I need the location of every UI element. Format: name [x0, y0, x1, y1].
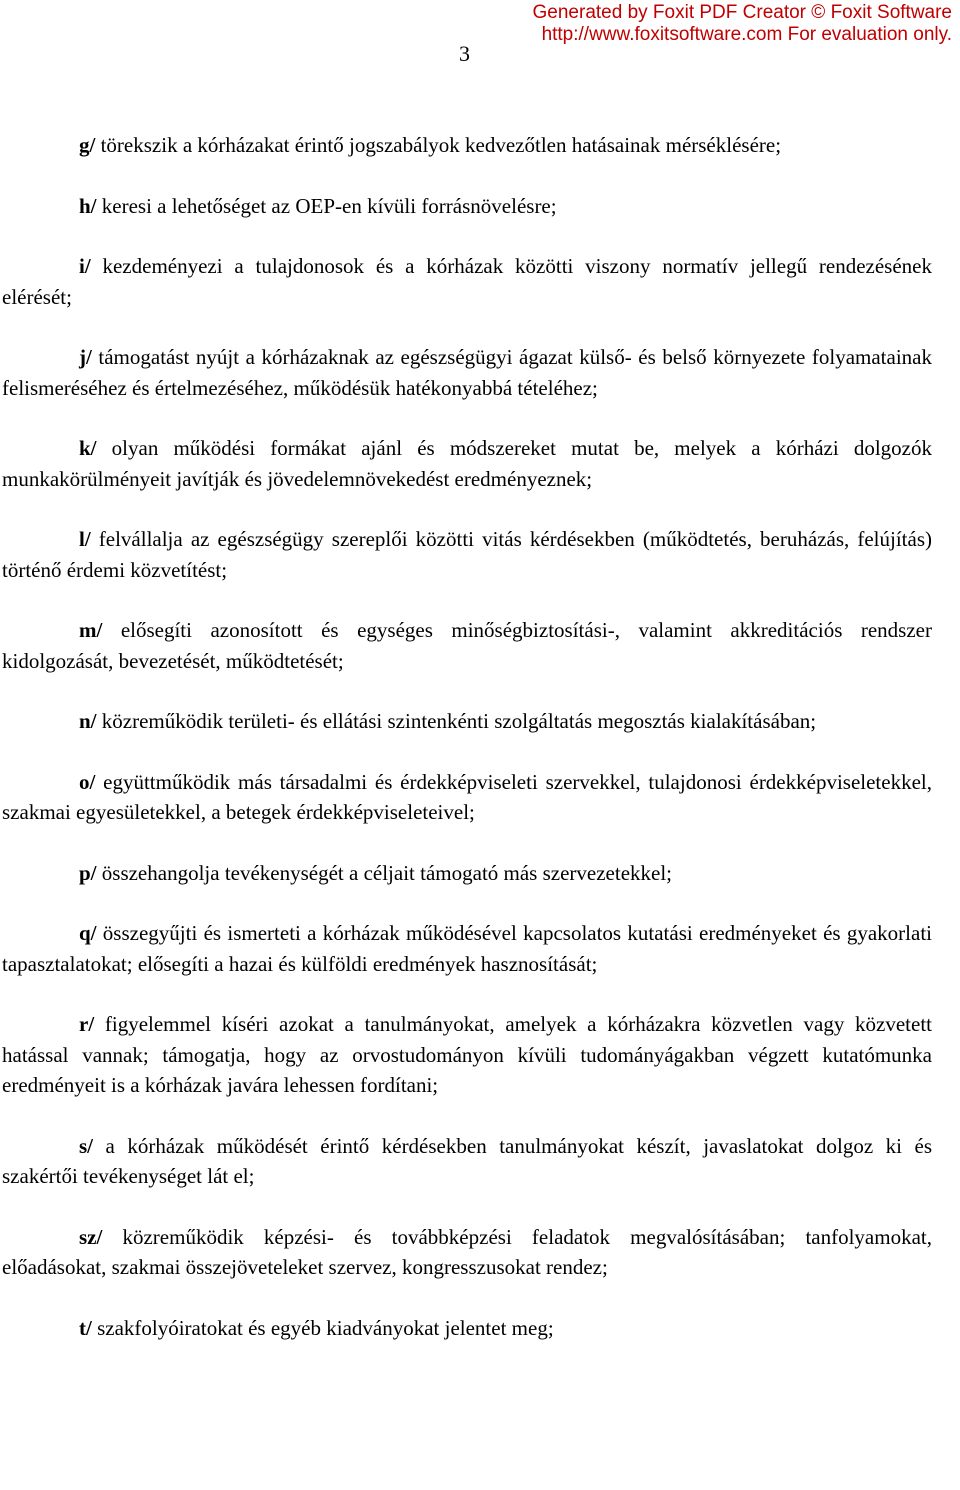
document-body — [2, 130, 932, 1373]
item-label: sz/ — [79, 1224, 103, 1249]
item-label: n/ — [79, 709, 97, 733]
list-item — [2, 342, 932, 403]
item-text: közreműködik képzési- és továbbképzési feladatok megvalósításában; tanfolyamokat, előadásokat, szakmai összejöveteleket szervez, kongresszusokat rendez; — [2, 1224, 932, 1279]
list-item — [2, 706, 932, 737]
item-label: o/ — [79, 769, 96, 794]
item-text: a kórházak működését érintő kérdésekben tanulmányokat készít, javaslatokat dolgoz ki és szakértői tevékenységet lát el; — [2, 1133, 932, 1188]
list-item — [2, 767, 932, 828]
list-item — [2, 524, 932, 585]
item-text: közreműködik területi- és ellátási szintenkénti szolgáltatás megosztás kialakításában; — [96, 709, 817, 733]
item-text: kezdeményezi a tulajdonosok és a kórházak közötti viszony normatív jellegű rendezésének elérését; — [2, 254, 932, 309]
item-text: együttműködik más társadalmi és érdekképviseleti szervekkel, tulajdonosi érdekképviseletekkel, szakmai egyesületekkel, a betegek érdekképviseleteivel; — [2, 769, 932, 824]
item-label: h/ — [79, 193, 97, 218]
list-item — [2, 1009, 932, 1101]
item-label: j/ — [79, 345, 92, 369]
list-item — [2, 433, 932, 494]
list-item — [2, 918, 932, 979]
item-text: összehangolja tevékenységét a céljait támogató más szervezetekkel; — [96, 860, 673, 885]
list-item — [2, 858, 932, 889]
item-text: felvállalja az egészségügy szereplői közötti vitás kérdésekben (működtetés, beruházás, felújítás) történő érdemi közvetítést; — [2, 527, 932, 582]
item-text: szakfolyóiratokat és egyéb kiadványokat jelentet meg; — [91, 1315, 554, 1340]
item-label: k/ — [79, 436, 97, 460]
evaluation-watermark — [533, 2, 952, 46]
page-number: 3 — [459, 41, 470, 66]
item-label: t/ — [79, 1315, 92, 1340]
item-label: q/ — [79, 921, 97, 945]
item-label: p/ — [79, 860, 97, 885]
item-label: l/ — [79, 527, 91, 551]
list-item — [2, 251, 932, 312]
item-label: i/ — [79, 254, 91, 278]
item-text: figyelemmel kíséri azokat a tanulmányokat, amelyek a kórházakra közvetlen vagy közvetett hatással vannak; támogatja, hogy az orvostudományon kívüli tudományágakban végzett kutatómunka eredményeit is a kórházak javára lehessen fordítani; — [2, 1012, 932, 1097]
item-text: keresi a lehetőséget az OEP-en kívüli forrásnövelésre; — [96, 193, 557, 218]
item-text: olyan működési formákat ajánl és módszereket mutat be, melyek a kórházi dolgozók munkakörülményeit javítják és jövedelemnövekedést eredményeznek; — [2, 436, 932, 491]
list-item — [2, 1313, 932, 1344]
item-label: r/ — [79, 1012, 95, 1036]
list-item — [2, 191, 932, 222]
item-text: támogatást nyújt a kórházaknak az egészségügyi ágazat külső- és belső környezete folyamatainak felismeréséhez és értelmezéséhez, működésük hatékonyabbá tételéhez; — [2, 345, 932, 400]
watermark-line-2: http://www.foxitsoftware.com For evaluation only. — [541, 24, 952, 45]
item-label: m/ — [79, 618, 103, 642]
item-text: törekszik a kórházakat érintő jogszabályok kedvezőtlen hatásainak mérséklésére; — [95, 133, 782, 157]
watermark-line-1: Generated by Foxit PDF Creator © Foxit Software — [532, 2, 952, 23]
item-text: összegyűjti és ismerteti a kórházak működésével kapcsolatos kutatási eredményeket és gyakorlati tapasztalatokat; elősegíti a hazai és külföldi eredmények hasznosítását; — [2, 921, 932, 976]
list-item — [2, 615, 932, 676]
list-item — [2, 1222, 932, 1283]
item-label: s/ — [79, 1133, 94, 1158]
list-item — [2, 130, 932, 161]
list-item — [2, 1131, 932, 1192]
item-text: elősegíti azonosított és egységes minőségbiztosítási-, valamint akkreditációs rendszer kidolgozását, bevezetését, működtetését; — [2, 618, 932, 673]
item-label: g/ — [79, 133, 96, 157]
